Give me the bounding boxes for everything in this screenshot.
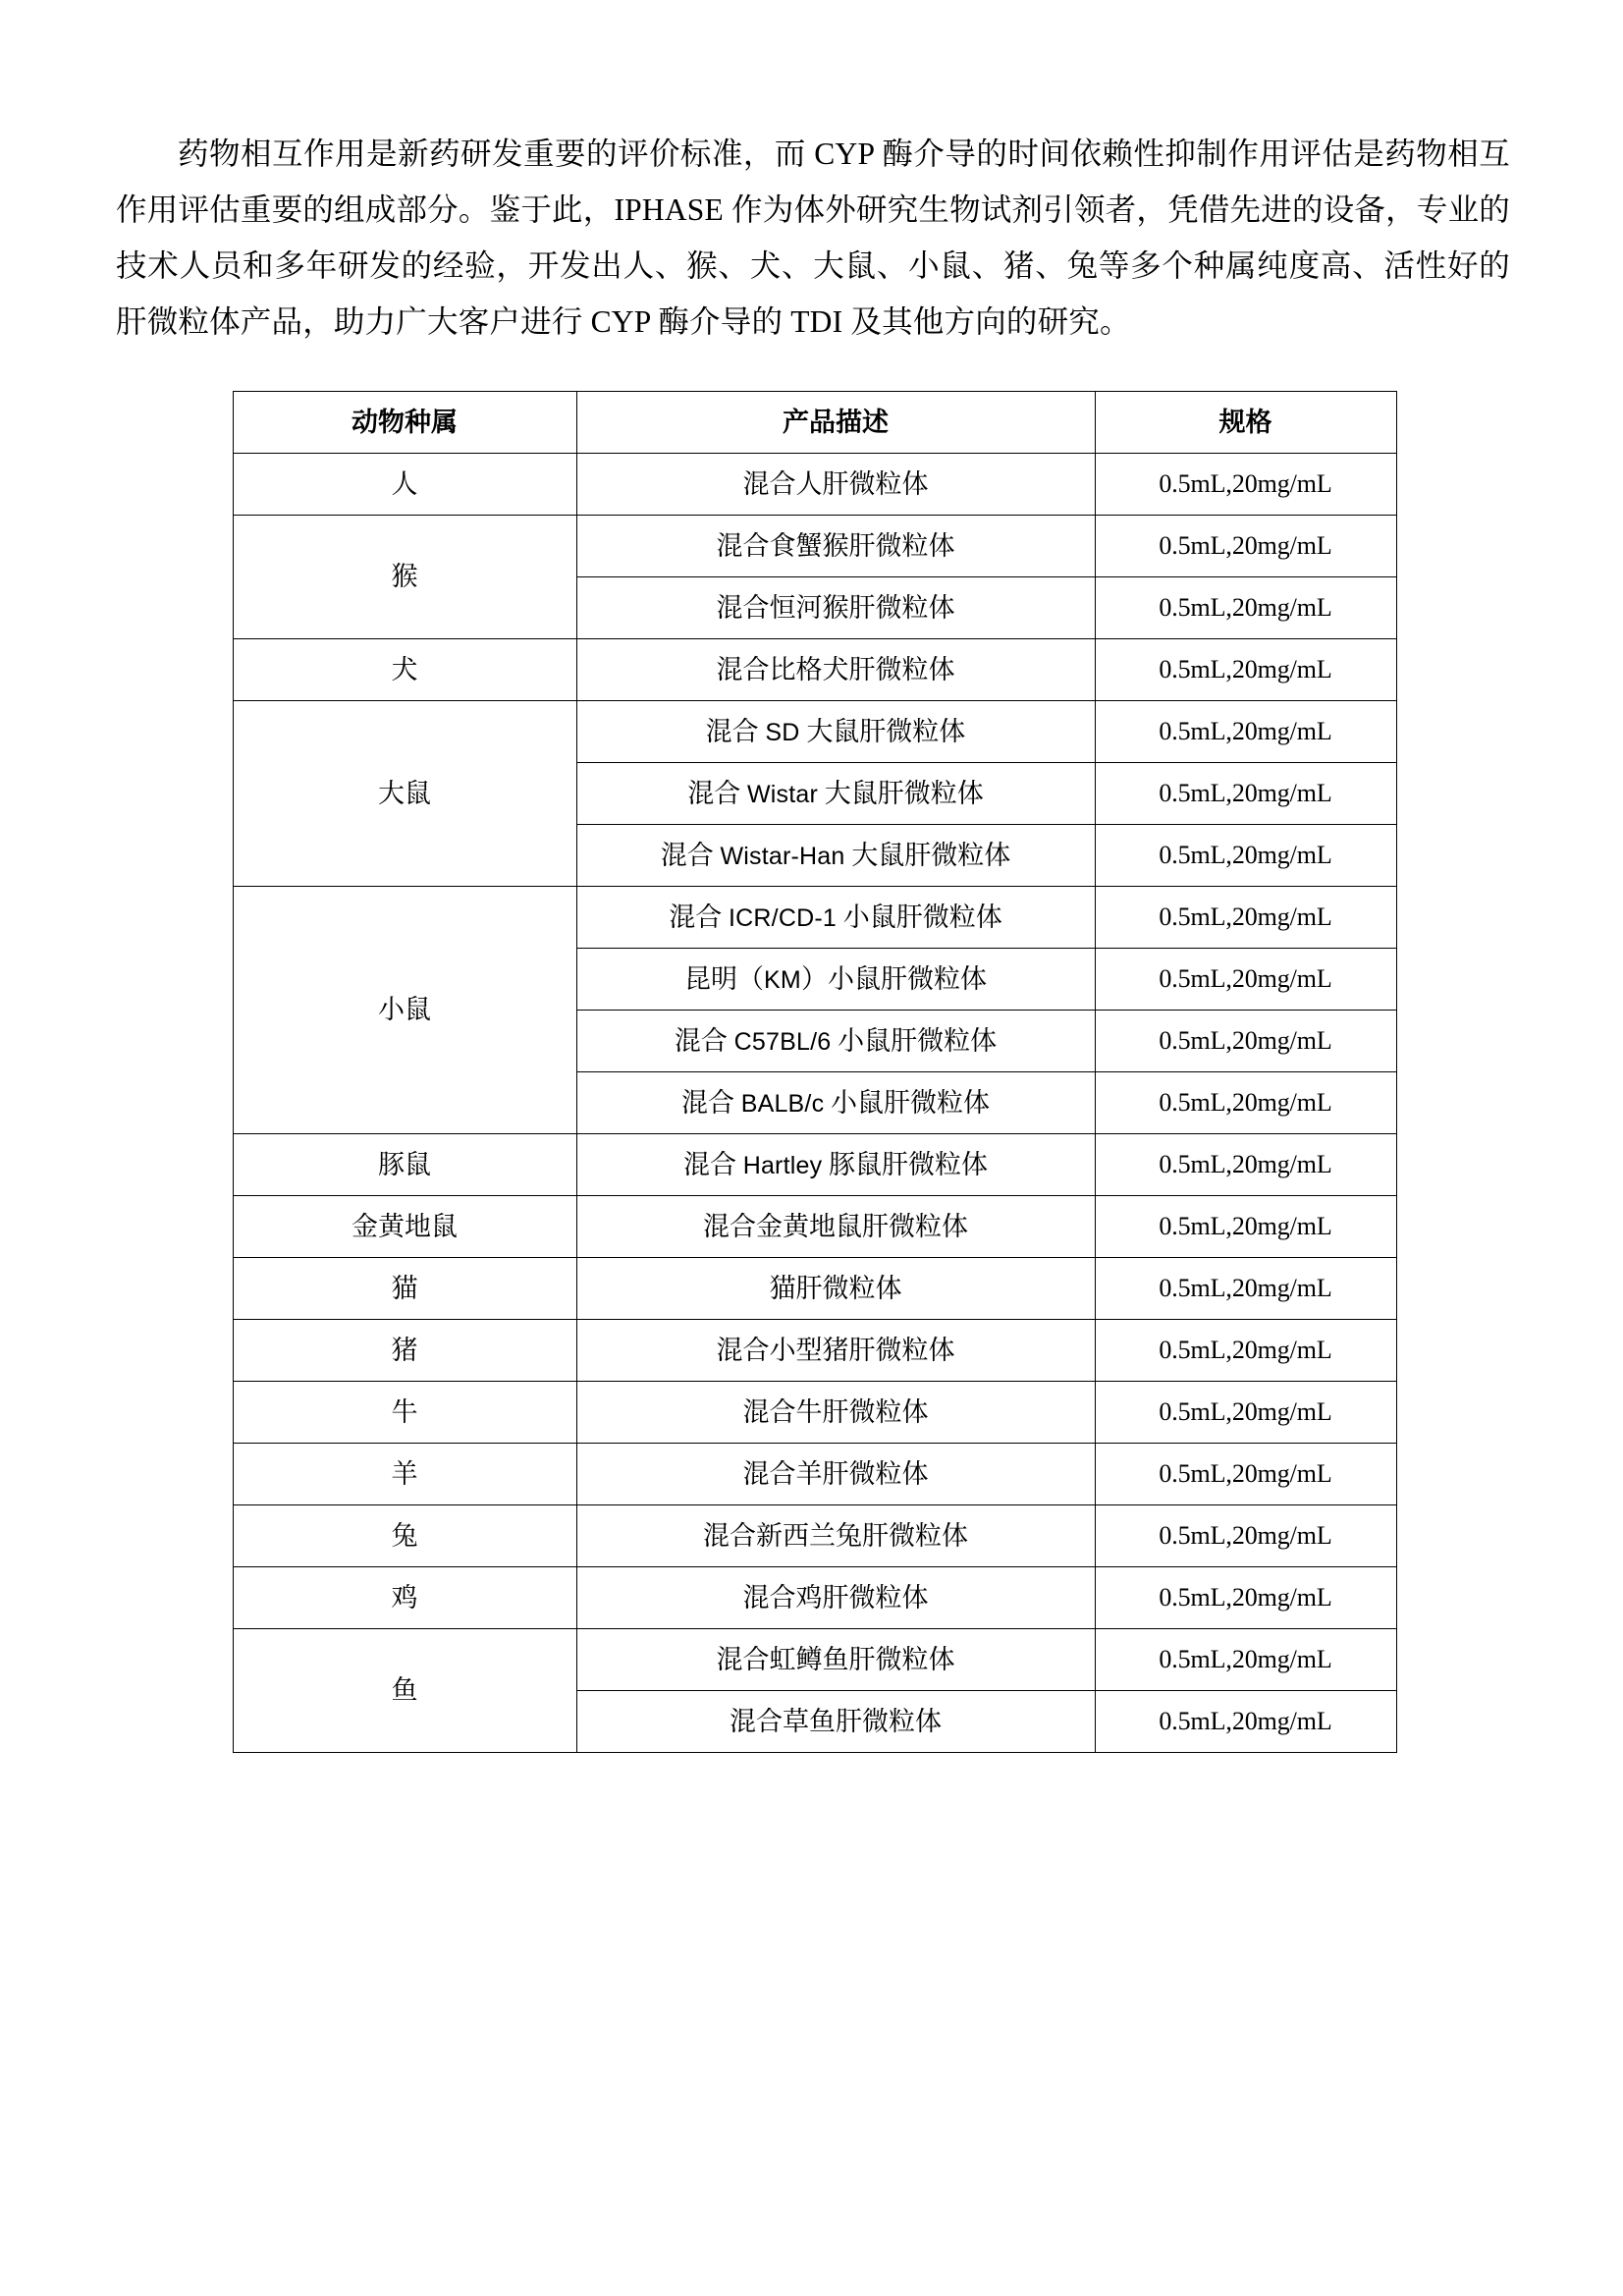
- cell-specification: 0.5mL,20mg/mL: [1095, 1691, 1396, 1753]
- cell-specification: 0.5mL,20mg/mL: [1095, 1382, 1396, 1444]
- cell-specification: 0.5mL,20mg/mL: [1095, 1134, 1396, 1196]
- cell-product-description: 混合 BALB/c 小鼠肝微粒体: [576, 1072, 1095, 1134]
- table-row: [233, 701, 1396, 763]
- cell-specification: 0.5mL,20mg/mL: [1095, 1011, 1396, 1072]
- cell-species: 人: [233, 454, 576, 516]
- page-content: [116, 126, 1510, 1753]
- strain-name: C57BL/6: [733, 1027, 832, 1056]
- strain-name: Wistar: [746, 780, 819, 808]
- cell-specification: 0.5mL,20mg/mL: [1095, 639, 1396, 701]
- cell-product-description: 混合小型猪肝微粒体: [576, 1320, 1095, 1382]
- cell-specification: 0.5mL,20mg/mL: [1095, 1505, 1396, 1567]
- cell-product-description: 混合鸡肝微粒体: [576, 1567, 1095, 1629]
- cell-product-description: 混合 Wistar 大鼠肝微粒体: [576, 763, 1095, 825]
- cell-specification: 0.5mL,20mg/mL: [1095, 1567, 1396, 1629]
- table-row: [233, 887, 1396, 949]
- cell-specification: 0.5mL,20mg/mL: [1095, 577, 1396, 639]
- table-row: [233, 1567, 1396, 1629]
- cell-product-description: 混合 Hartley 豚鼠肝微粒体: [576, 1134, 1095, 1196]
- cell-product-description: 昆明（KM）小鼠肝微粒体: [576, 949, 1095, 1011]
- table-row: [233, 1382, 1396, 1444]
- strain-name: KM: [764, 965, 801, 994]
- cell-product-description: 猫肝微粒体: [576, 1258, 1095, 1320]
- column-header-description: 产品描述: [576, 392, 1095, 454]
- cell-product-description: 混合虹鳟鱼肝微粒体: [576, 1629, 1095, 1691]
- cell-specification: 0.5mL,20mg/mL: [1095, 763, 1396, 825]
- intro-paragraph: 药物相互作用是新药研发重要的评价标准，而 CYP 酶介导的时间依赖性抑制作用评估是药物相互作用评估重要的组成部分。鉴于此，IPHASE 作为体外研究生物试剂引领者，凭借先进的设备，专业的技术人员和多年研发的经验，开发出人、猴、犬、大鼠、小鼠、猪、兔等多个种属纯度高、活性好的肝微粒体产品，助力广大客户进行 CYP 酶介导的 TDI 及其他方向的研究。: [116, 137, 1510, 339]
- table-header-row: [233, 392, 1396, 454]
- cell-specification: 0.5mL,20mg/mL: [1095, 825, 1396, 887]
- table-row: [233, 1629, 1396, 1691]
- strain-name: ICR/CD-1: [729, 903, 837, 932]
- cell-species: 犬: [233, 639, 576, 701]
- cell-species: 鱼: [233, 1629, 576, 1753]
- liver-microsome-product-table: [233, 391, 1397, 1753]
- cell-species: 猪: [233, 1320, 576, 1382]
- cell-specification: 0.5mL,20mg/mL: [1095, 887, 1396, 949]
- cell-product-description: 混合新西兰兔肝微粒体: [576, 1505, 1095, 1567]
- table-row: [233, 1196, 1396, 1258]
- cell-specification: 0.5mL,20mg/mL: [1095, 1320, 1396, 1382]
- table-row: [233, 1134, 1396, 1196]
- cell-product-description: 混合羊肝微粒体: [576, 1444, 1095, 1505]
- cell-product-description: 混合 Wistar-Han 大鼠肝微粒体: [576, 825, 1095, 887]
- cell-specification: 0.5mL,20mg/mL: [1095, 516, 1396, 577]
- cell-species: 牛: [233, 1382, 576, 1444]
- cell-product-description: 混合 SD 大鼠肝微粒体: [576, 701, 1095, 763]
- cell-product-description: 混合牛肝微粒体: [576, 1382, 1095, 1444]
- strain-name: BALB/c: [740, 1089, 825, 1118]
- table-row: [233, 1444, 1396, 1505]
- table-row: [233, 516, 1396, 577]
- cell-product-description: 混合食蟹猴肝微粒体: [576, 516, 1095, 577]
- cell-product-description: 混合 C57BL/6 小鼠肝微粒体: [576, 1011, 1095, 1072]
- cell-species: 金黄地鼠: [233, 1196, 576, 1258]
- cell-specification: 0.5mL,20mg/mL: [1095, 1629, 1396, 1691]
- column-header-spec: 规格: [1095, 392, 1396, 454]
- table-row: [233, 1320, 1396, 1382]
- product-table-container: [116, 391, 1510, 1753]
- cell-species: 猫: [233, 1258, 576, 1320]
- cell-species: 豚鼠: [233, 1134, 576, 1196]
- cell-product-description: 混合 ICR/CD-1 小鼠肝微粒体: [576, 887, 1095, 949]
- cell-species: 鸡: [233, 1567, 576, 1629]
- table-row: [233, 454, 1396, 516]
- cell-specification: 0.5mL,20mg/mL: [1095, 1196, 1396, 1258]
- cell-species: 大鼠: [233, 701, 576, 887]
- cell-specification: 0.5mL,20mg/mL: [1095, 949, 1396, 1011]
- cell-product-description: 混合人肝微粒体: [576, 454, 1095, 516]
- cell-product-description: 混合金黄地鼠肝微粒体: [576, 1196, 1095, 1258]
- cell-species: 小鼠: [233, 887, 576, 1134]
- table-row: [233, 1505, 1396, 1567]
- cell-species: 兔: [233, 1505, 576, 1567]
- cell-specification: 0.5mL,20mg/mL: [1095, 701, 1396, 763]
- column-header-species: 动物种属: [233, 392, 576, 454]
- table-header: [233, 392, 1396, 454]
- table-row: [233, 1258, 1396, 1320]
- cell-product-description: 混合恒河猴肝微粒体: [576, 577, 1095, 639]
- table-body: [233, 454, 1396, 1753]
- cell-specification: 0.5mL,20mg/mL: [1095, 454, 1396, 516]
- strain-name: SD: [765, 718, 800, 746]
- cell-specification: 0.5mL,20mg/mL: [1095, 1444, 1396, 1505]
- cell-specification: 0.5mL,20mg/mL: [1095, 1072, 1396, 1134]
- cell-product-description: 混合草鱼肝微粒体: [576, 1691, 1095, 1753]
- strain-name: Wistar-Han: [720, 842, 845, 870]
- cell-specification: 0.5mL,20mg/mL: [1095, 1258, 1396, 1320]
- cell-product-description: 混合比格犬肝微粒体: [576, 639, 1095, 701]
- table-row: [233, 639, 1396, 701]
- cell-species: 猴: [233, 516, 576, 639]
- strain-name: Hartley: [742, 1151, 823, 1179]
- cell-species: 羊: [233, 1444, 576, 1505]
